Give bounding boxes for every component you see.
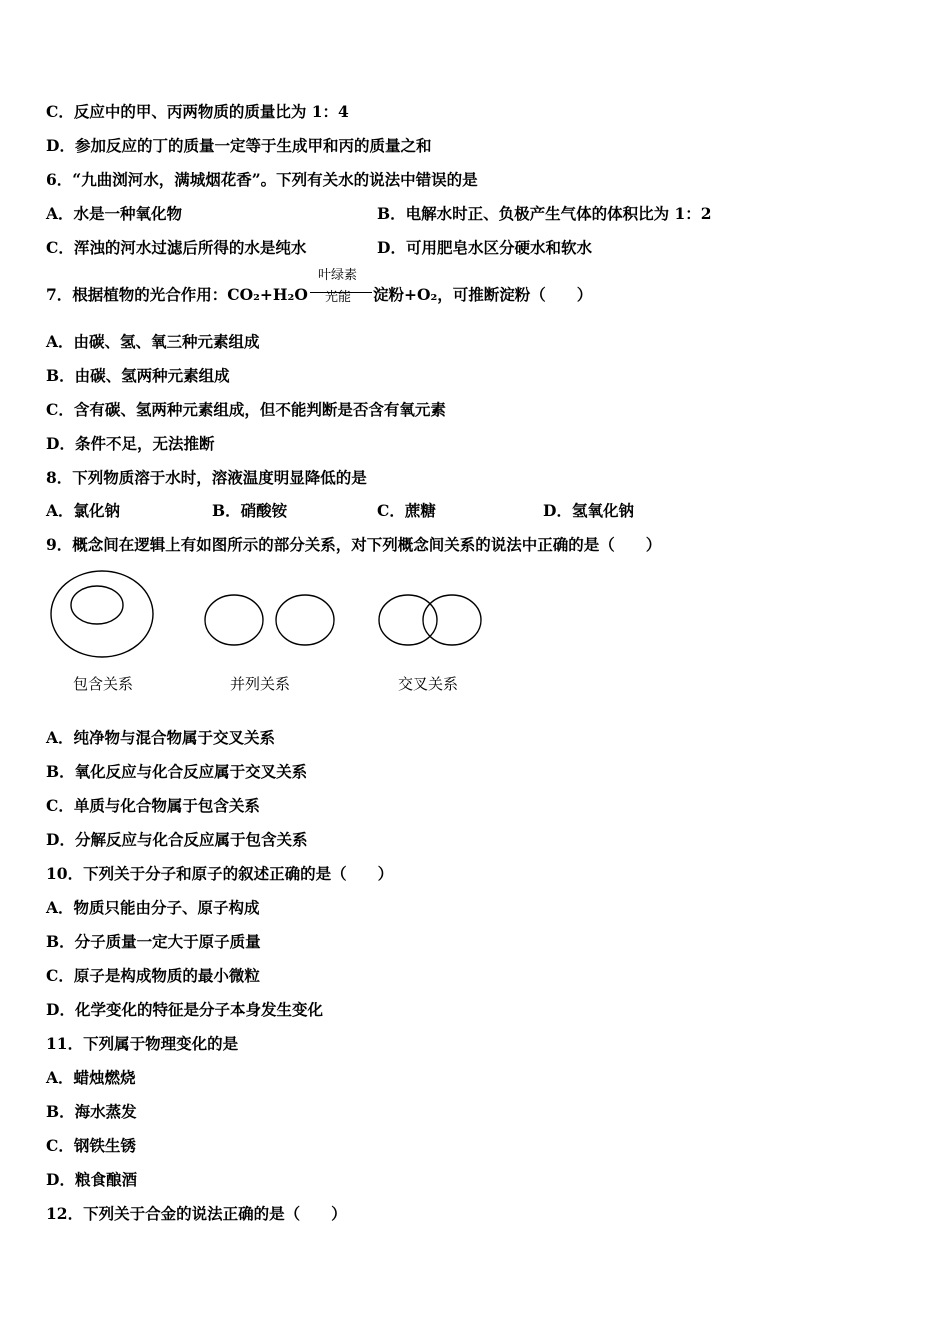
- q10-option-c: C．原子是构成物质的最小微粒: [46, 966, 260, 985]
- q5-option-d: D．参加反应的丁的质量一定等于生成甲和丙的质量之和: [46, 136, 432, 155]
- q6-option-b: B．电解水时正、负极产生气体的体积比为 1：2: [377, 204, 712, 223]
- q10-option-a: A．物质只能由分子、原子构成: [46, 898, 260, 917]
- q7-condition-bottom: 光能: [325, 290, 352, 305]
- q9-option-d: D．分解反应与化合反应属于包含关系: [46, 830, 308, 849]
- q6-stem: 6．“九曲浏河水，满城烟花香”。下列有关水的说法中错误的是: [46, 170, 478, 189]
- q9-stem: 9．概念间在逻辑上有如图所示的部分关系，对下列概念间关系的说法中正确的是（ ）: [46, 535, 662, 554]
- q8-option-c: C．蔗糖: [377, 501, 436, 520]
- cross-right-circle: [423, 595, 481, 645]
- q7-option-a: A．由碳、氢、氧三种元素组成: [46, 332, 260, 351]
- q11-option-d: D．粮食酿酒: [46, 1170, 137, 1189]
- q11-option-a: A．蜡烛燃烧: [46, 1068, 136, 1087]
- q12-stem: 12．下列关于合金的说法正确的是（ ）: [46, 1204, 347, 1223]
- q7-option-b: B．由碳、氢两种元素组成: [46, 366, 230, 385]
- q8-option-b: B．硝酸铵: [212, 501, 288, 520]
- q5-option-c: C．反应中的甲、丙两物质的质量比为 1：4: [46, 102, 349, 121]
- q11-option-b: B．海水蒸发: [46, 1102, 137, 1121]
- q7-condition-top: 叶绿素: [318, 268, 358, 283]
- q11-option-c: C．钢铁生锈: [46, 1136, 136, 1155]
- parallel-left-circle: [205, 595, 263, 645]
- q8-option-a: A．氯化钠: [46, 501, 121, 520]
- fig-label-include: 包含关系: [73, 675, 134, 693]
- fig-label-parallel: 并列关系: [230, 675, 291, 693]
- q8-stem: 8．下列物质溶于水时，溶液温度明显降低的是: [46, 468, 367, 487]
- q6-option-c: C．浑浊的河水过滤后所得的水是纯水: [46, 238, 307, 257]
- q11-stem: 11．下列属于物理变化的是: [46, 1034, 239, 1053]
- include-outer-circle: [51, 571, 153, 657]
- q6-option-a: A．水是一种氧化物: [46, 204, 183, 223]
- q8-option-d: D．氢氧化钠: [543, 501, 634, 520]
- q10-option-b: B．分子质量一定大于原子质量: [46, 932, 261, 951]
- q9-option-a: A．纯净物与混合物属于交叉关系: [46, 728, 276, 747]
- q7-stem-suffix: 淀粉+O₂，可推断淀粉（ ）: [373, 285, 593, 304]
- cross-left-circle: [379, 595, 437, 645]
- q9-option-b: B．氧化反应与化合反应属于交叉关系: [46, 762, 308, 781]
- q10-stem: 10．下列关于分子和原子的叙述正确的是（ ）: [46, 864, 394, 883]
- q6-option-d: D．可用肥皂水区分硬水和软水: [377, 238, 592, 257]
- include-inner-circle: [71, 586, 123, 624]
- parallel-right-circle: [276, 595, 334, 645]
- q7-option-c: C．含有碳、氢两种元素组成，但不能判断是否含有氧元素: [46, 400, 446, 419]
- q7-stem-prefix: 7．根据植物的光合作用：CO₂+H₂O: [46, 285, 308, 304]
- q7-option-d: D．条件不足，无法推断: [46, 434, 215, 453]
- q9-option-c: C．单质与化合物属于包含关系: [46, 796, 260, 815]
- q10-option-d: D．化学变化的特征是分子本身发生变化: [46, 1000, 323, 1019]
- fig-label-cross: 交叉关系: [398, 675, 459, 693]
